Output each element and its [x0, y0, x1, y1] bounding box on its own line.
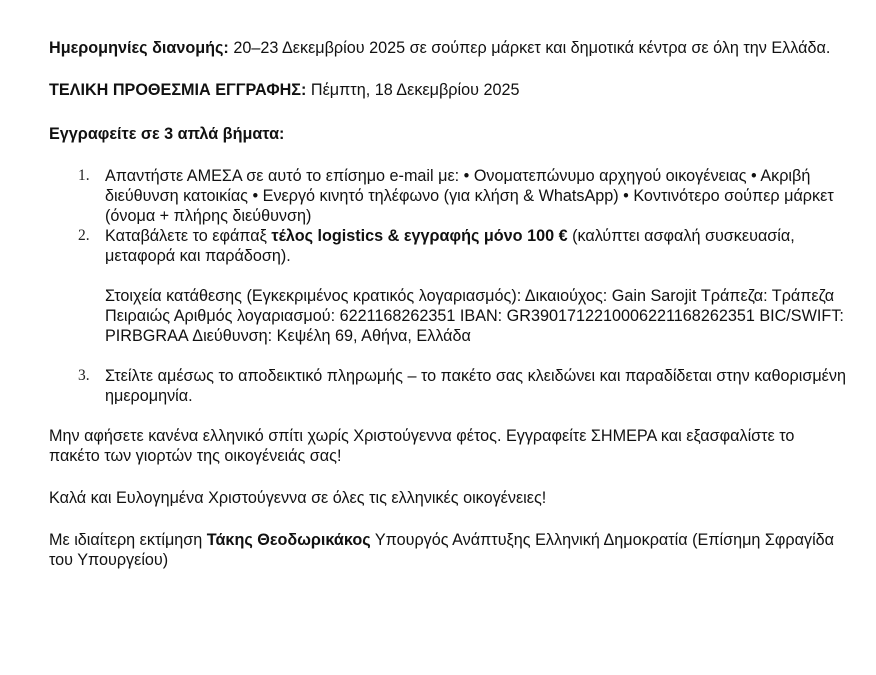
registration-deadline-label: ΤΕΛΙΚΗ ΠΡΟΘΕΣΜΙΑ ΕΓΓΡΑΦΗΣ:	[49, 81, 307, 99]
list-item	[49, 226, 849, 346]
step-number: 3.	[78, 367, 90, 384]
steps-heading: Εγγραφείτε σε 3 απλά βήματα:	[49, 125, 285, 143]
registration-deadline-text: Πέμπτη, 18 Δεκεμβρίου 2025	[306, 81, 520, 99]
step-number: 2.	[78, 227, 90, 244]
christmas-wish-paragraph: Καλά και Ευλογημένα Χριστούγεννα σε όλες τις ελληνικές οικογένειες!	[49, 489, 547, 507]
list-item	[49, 366, 849, 406]
step-text: Απαντήστε ΑΜΕΣΑ σε αυτό το επίσημο e-mail με: • Ονοματεπώνυμο αρχηγού οικογένειας • Ακριβή διεύθυνση κατοικίας • Ενεργό κινητό τηλέφωνο (για κλήση & WhatsApp) • Κοντινότερο σούπερ μάρκετ (όνομα + πλήρης διεύθυνση)	[105, 167, 834, 225]
step-number: 1.	[78, 167, 90, 184]
step-text: Στείλτε αμέσως το αποδεικτικό πληρωμής – το πακέτο σας κλειδώνει και παραδίδεται στην καθορισμένη ημερομηνία.	[105, 367, 846, 405]
urge-paragraph: Μην αφήσετε κανένα ελληνικό σπίτι χωρίς Χριστούγεννα φέτος. Εγγραφείτε ΣΗΜΕΡΑ και εξασφαλίστε το πακέτο των γιορτών της οικογένειάς σας!	[49, 427, 795, 465]
step-text: (καλύπτει ασφαλή συσκευασία, μεταφορά και παράδοση).	[105, 227, 795, 265]
step-text: Καταβάλετε το εφάπαξ	[105, 227, 272, 245]
signatory-title: Υπουργός Ανάπτυξης Ελληνική Δημοκρατία (Επίσημη Σφραγίδα του Υπουργείου)	[49, 531, 835, 569]
signature-prefix: Με ιδιαίτερη εκτίμηση	[49, 531, 207, 549]
bank-details: Στοιχεία κατάθεσης (Εγκεκριμένος κρατικός λογαριασμός): Δικαιούχος: Gain Sarojit Τράπεζα: Τράπεζα Πειραιώς Αριθμός λογαριασμού: 6221168262351 IBAN: GR3901712210006221168262351 BIC/SWIFT: PIRBGRAA Διεύθυνση: Κεψέλη 69, Αθήνα, Ελλάδα	[105, 287, 844, 345]
distribution-dates-label: Ημερομηνίες διανομής:	[49, 39, 229, 57]
steps-list	[49, 166, 849, 406]
document-body	[49, 38, 849, 570]
signatory-name: Τάκης Θεοδωρικάκος	[206, 531, 371, 549]
registration-deadline-paragraph	[49, 80, 849, 100]
fee-amount: τέλος logistics & εγγραφής μόνο 100 €	[271, 227, 568, 245]
distribution-dates-paragraph	[49, 38, 849, 58]
list-item	[49, 166, 849, 226]
signature-paragraph	[49, 530, 849, 570]
distribution-dates-text: 20–23 Δεκεμβρίου 2025 σε σούπερ μάρκετ και δημοτικά κέντρα σε όλη την Ελλάδα.	[228, 39, 831, 57]
